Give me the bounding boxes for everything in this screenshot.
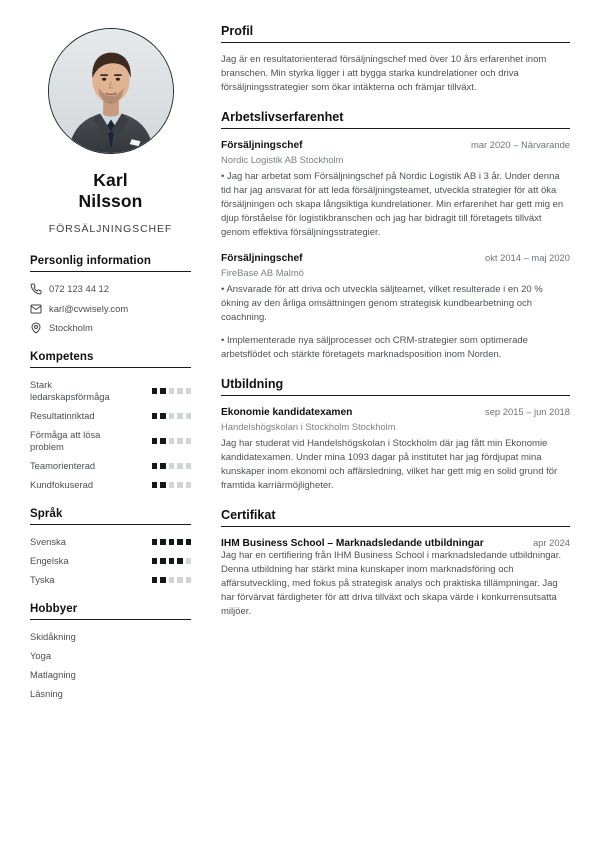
portrait-photo-icon — [49, 29, 173, 153]
rating-square — [177, 539, 183, 545]
rating-square — [160, 438, 166, 444]
rating-square — [186, 482, 192, 488]
rating-square — [186, 413, 192, 419]
rating-square — [169, 482, 175, 488]
rating-square — [186, 539, 192, 545]
hobby-item: Skidåkning — [30, 631, 76, 643]
language-label: Engelska — [30, 555, 69, 567]
education-entry-date: sep 2015 – jun 2018 — [485, 405, 570, 417]
rating-square — [177, 413, 183, 419]
contact-email-value: karl@cvwisely.com — [49, 302, 129, 314]
skill-label: Kundfokuserad — [30, 479, 94, 491]
language-rating — [152, 558, 192, 564]
section-languages — [30, 508, 191, 586]
rating-square — [186, 388, 192, 394]
divider — [30, 271, 191, 272]
skill-rating — [152, 388, 192, 394]
language-rating — [152, 577, 192, 583]
education-entry-subtitle: Handelshögskolan i Stockholm Stockholm — [221, 420, 396, 432]
experience-entry-subtitle: Nordic Logistik AB Stockholm — [221, 154, 344, 166]
skill-rating — [152, 482, 192, 488]
section-experience — [221, 110, 570, 361]
skill-row — [30, 379, 191, 403]
skill-rating — [152, 413, 192, 419]
education-entry — [221, 406, 570, 493]
section-personal-information — [30, 255, 191, 334]
rating-square — [160, 577, 166, 583]
hobby-item: Yoga — [30, 650, 52, 662]
divider — [30, 367, 191, 368]
rating-square — [169, 388, 175, 394]
candidate-first-name: Karl — [93, 170, 128, 190]
skill-label: Teamorienterad — [30, 460, 96, 472]
skill-row — [30, 479, 191, 491]
skill-label: Resultatinriktad — [30, 410, 95, 421]
experience-entry-date: mar 2020 – Närvarande — [470, 139, 570, 151]
rating-square — [177, 558, 183, 564]
hobby-item: Läsning — [30, 688, 63, 700]
education-list — [221, 406, 570, 493]
rating-square — [186, 558, 192, 564]
rating-square — [186, 463, 192, 469]
rating-square — [160, 558, 166, 564]
section-profile — [221, 24, 570, 95]
rating-square — [152, 438, 158, 444]
experience-entry-date: okt 2014 – maj 2020 — [485, 252, 570, 264]
experience-heading: Arbetslivserfarenhet — [221, 110, 344, 125]
candidate-last-name: Nilsson — [78, 190, 143, 211]
experience-entry — [221, 252, 570, 361]
languages-heading: Språk — [30, 508, 63, 521]
contact-location-value: Stockholm — [49, 321, 93, 333]
location-pin-icon — [30, 322, 42, 334]
main-column — [205, 24, 570, 829]
rating-square — [152, 577, 158, 583]
certificate-list — [221, 537, 570, 619]
experience-entry-title: Försäljningschef — [221, 140, 303, 152]
skills-list — [30, 379, 191, 491]
personal-information-heading: Personlig information — [30, 255, 151, 268]
rating-square — [186, 438, 192, 444]
language-row — [30, 555, 191, 567]
skill-label: Stark ledarskapsförmåga — [30, 378, 110, 402]
section-hobbies — [30, 603, 191, 700]
language-label: Svenska — [30, 536, 66, 548]
skill-label: Förmåga att lösa problem — [30, 429, 101, 453]
rating-square — [177, 577, 183, 583]
rating-square — [152, 388, 158, 394]
divider — [221, 526, 570, 527]
rating-square — [169, 463, 175, 469]
skill-rating — [152, 438, 192, 444]
rating-square — [169, 577, 175, 583]
divider — [221, 128, 570, 129]
hobby-item: Matlagning — [30, 669, 76, 681]
skill-rating — [152, 463, 192, 469]
rating-square — [186, 577, 192, 583]
rating-square — [152, 539, 158, 545]
rating-square — [177, 463, 183, 469]
education-entry-header — [221, 406, 570, 418]
experience-entry-bullet: • Jag har arbetat som Försäljningschef på Nordic Logistik AB i 3 år. Under denna tid har jag ansvarat för att leda försäljningsteamet, utveckla strategier för att öka försäljningen och skapa långsiktiga kundrelationer. Min erfarenhet har gett mig en djup förståelse för logistikbranschen och jag har bidragit till företagets tillväxt genom effektiva försäljningsstrategier. — [221, 171, 564, 239]
skills-heading: Kompetens — [30, 350, 94, 363]
language-row — [30, 536, 191, 548]
section-certificate — [221, 508, 570, 619]
experience-list — [221, 139, 570, 361]
hobbies-list — [30, 631, 191, 700]
divider — [30, 524, 191, 525]
divider — [221, 395, 570, 396]
envelope-icon — [30, 303, 42, 315]
experience-entry-header — [221, 252, 570, 264]
rating-square — [160, 482, 166, 488]
certificate-entry-date: apr 2024 — [532, 536, 570, 548]
candidate-name — [30, 170, 191, 211]
rating-square — [169, 413, 175, 419]
certificate-heading: Certifikat — [221, 507, 276, 522]
contact-phone — [30, 283, 191, 295]
rating-square — [169, 539, 175, 545]
rating-square — [160, 388, 166, 394]
contact-email — [30, 303, 191, 315]
rating-square — [152, 413, 158, 419]
language-row — [30, 574, 191, 586]
certificate-entry — [221, 537, 570, 619]
language-label: Tyska — [30, 574, 55, 586]
rating-square — [152, 558, 158, 564]
experience-entry-title: Försäljningschef — [221, 253, 303, 265]
section-skills — [30, 351, 191, 491]
rating-square — [169, 558, 175, 564]
skill-row — [30, 460, 191, 472]
rating-square — [160, 539, 166, 545]
profile-heading: Profil — [221, 24, 254, 38]
candidate-role: FÖRSÄLJNINGSCHEF — [48, 223, 173, 236]
section-education — [221, 377, 570, 493]
experience-entry-bullet: • Ansvarade för att driva och utveckla säljteamet, vilket resulterade i en 20 % ökning av den årliga omsättningen genom strategisk kundbearbetning och coachning. — [221, 284, 543, 324]
certificate-entry-header — [221, 537, 570, 549]
rating-square — [152, 482, 158, 488]
experience-entry — [221, 139, 570, 240]
rating-square — [160, 413, 166, 419]
experience-entry-header — [221, 139, 570, 151]
sidebar — [30, 24, 205, 829]
contact-location — [30, 322, 191, 334]
rating-square — [160, 463, 166, 469]
experience-entry-bullet: • Implementerade nya säljprocesser och CRM-strategier som optimerade arbetsflödet och stärkte företagets marknadsposition inom Norden. — [221, 334, 528, 360]
skill-row — [30, 410, 191, 422]
divider — [30, 619, 191, 620]
phone-icon — [30, 283, 42, 295]
contact-phone-value: 072 123 44 12 — [49, 283, 109, 295]
profile-text: Jag är en resultatorienterad försäljningschef med över 10 års erfarenhet inom branschen. Min styrka ligger i att bygga starka kundrelationer och driva försäljningsstrategier som ökar intäkterna och främjar tillväxt. — [221, 54, 547, 94]
certificate-entry-title: IHM Business School – Marknadsledande utbildningar — [221, 537, 484, 549]
education-entry-text: Jag har studerat vid Handelshögskolan i Stockholm där jag fått min Ekonomie kandidatexamen. Under mina 1093 dagar på institutet har jag fördjupat mina kunskaper inom ekonomi och affärsledning, vilket har gett mig en solid grund för framtida karriärmöjligheter. — [221, 437, 558, 491]
certificate-entry-text: Jag har en certifiering från IHM Business School i marknadsledande utbildningar. Denna utbildning har stärkt mina kunskaper inom marknadsföring och affärsutveckling, med fokus på strategisk analys och praktiska tillämpningar. Jag har förvärvat färdigheter för att driva tillväxt och skapa värde i konkurrensutsatta miljöer. — [221, 549, 562, 617]
avatar — [48, 28, 174, 154]
rating-square — [177, 482, 183, 488]
hobbies-heading: Hobbyer — [30, 603, 78, 616]
experience-entry-subtitle: FireBase AB Malmö — [221, 267, 304, 279]
languages-list — [30, 536, 191, 586]
divider — [221, 42, 570, 43]
skill-row — [30, 429, 191, 453]
education-heading: Utbildning — [221, 376, 284, 391]
rating-square — [169, 438, 175, 444]
rating-square — [152, 463, 158, 469]
rating-square — [177, 388, 183, 394]
rating-square — [177, 438, 183, 444]
education-entry-title: Ekonomie kandidatexamen — [221, 406, 353, 418]
language-rating — [152, 539, 192, 545]
